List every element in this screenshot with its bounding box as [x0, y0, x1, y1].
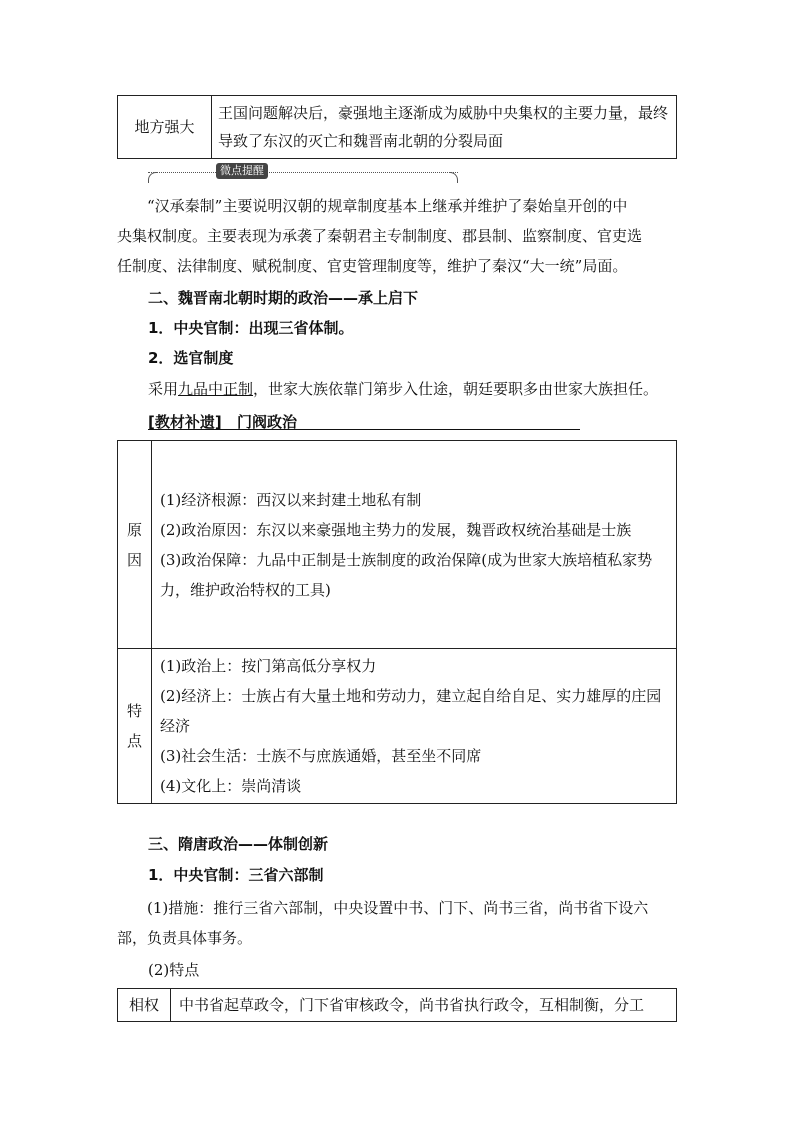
list-item: (2)政治原因：东汉以来豪强地主势力的发展，魏晋政权统治基础是士族	[160, 520, 632, 539]
tip-banner	[148, 162, 458, 184]
row-text: 中书省起草政令，门下省审核政令，尚书省执行政令，互相制衡，分工	[171, 989, 677, 1022]
paragraph-line: “汉承秦制”主要说明汉朝的规章制度基本上继承并维护了秦始皇开创的中	[147, 197, 628, 215]
table-row	[118, 989, 677, 1022]
supplement-tag: [教材补遗]	[148, 413, 222, 431]
sentence-suffix: ，世家大族依靠门第步入仕途，朝廷要职多由世家大族担任。	[253, 380, 659, 398]
subsection-heading: 1．中央官制：三省六部制	[148, 866, 324, 884]
list-item: (1)政治上：按门第高低分享权力	[160, 657, 377, 675]
row-label-feature	[118, 649, 152, 804]
supplement-heading	[148, 410, 297, 434]
tip-divider	[148, 172, 458, 173]
section-heading: 二、魏晋南北朝时期的政治——承上启下	[148, 289, 419, 307]
list-item: (4)文化上：崇尚清谈	[160, 777, 302, 795]
list-item: (3)政治保障：九品中正制是士族制度的政治保障(成为世家大族培植私家势力，维护政治特权的工具)	[160, 550, 653, 599]
supplement-underline	[148, 429, 580, 430]
table-row	[118, 649, 677, 804]
section-heading: 三、隋唐政治——体制创新	[148, 835, 329, 853]
measure-paragraph	[117, 893, 677, 953]
label-text: 原因	[126, 520, 142, 569]
tip-corner-left	[148, 172, 157, 183]
list-item: (3)社会生活：士族不与庶族通婚，甚至坐不同席	[160, 747, 482, 765]
row-text: 王国问题解决后，豪强地主逐渐成为威胁中央集权的主要力量，最终导致了东汉的灭亡和魏晋南北朝的分裂局面	[212, 96, 677, 159]
table-local-power	[117, 95, 677, 159]
paragraph-line: 央集权制度。主要表现为承袭了秦朝君主专制制度、郡县制、监察制度、官吏选	[117, 227, 643, 245]
supplement-title: 门阀政治	[236, 413, 297, 431]
tip-paragraph	[117, 191, 677, 281]
paragraph-line: 部，负责具体事务。	[117, 929, 253, 947]
tip-label: 微点提醒	[216, 163, 268, 179]
table-gate-politics	[117, 440, 677, 804]
paragraph-line: (1)措施：推行三省六部制，中央设置中书、门下、尚书三省，尚书省下设六	[147, 899, 649, 917]
table-row	[118, 96, 677, 159]
feature-heading: (2)特点	[148, 961, 200, 979]
label-text: 特点	[126, 702, 142, 750]
tip-corner-right	[449, 172, 458, 183]
selection-sentence	[148, 377, 658, 401]
subsection-heading: 1．中央官制：出现三省体制。	[148, 319, 354, 337]
list-item: (2)经济上：士族占有大量土地和劳动力，建立起自给自足、实力雄厚的庄园经济	[160, 687, 662, 735]
row-label: 地方强大	[118, 96, 212, 159]
key-term: 九品中正制	[178, 380, 254, 398]
row-label: 相权	[118, 989, 171, 1022]
list-item: (1)经济根源：西汉以来封建土地私有制	[160, 490, 422, 509]
paragraph-line: 任制度、法律制度、赋税制度、官吏管理制度等，维护了秦汉“大一统”局面。	[117, 257, 628, 275]
sentence-prefix: 采用	[148, 380, 179, 398]
row-content-feature	[152, 649, 677, 804]
row-content-reason	[152, 441, 677, 649]
table-row	[118, 441, 677, 649]
table-chancellor	[117, 988, 677, 1022]
subsection-heading: 2．选官制度	[148, 349, 234, 367]
row-label-reason	[118, 441, 152, 649]
